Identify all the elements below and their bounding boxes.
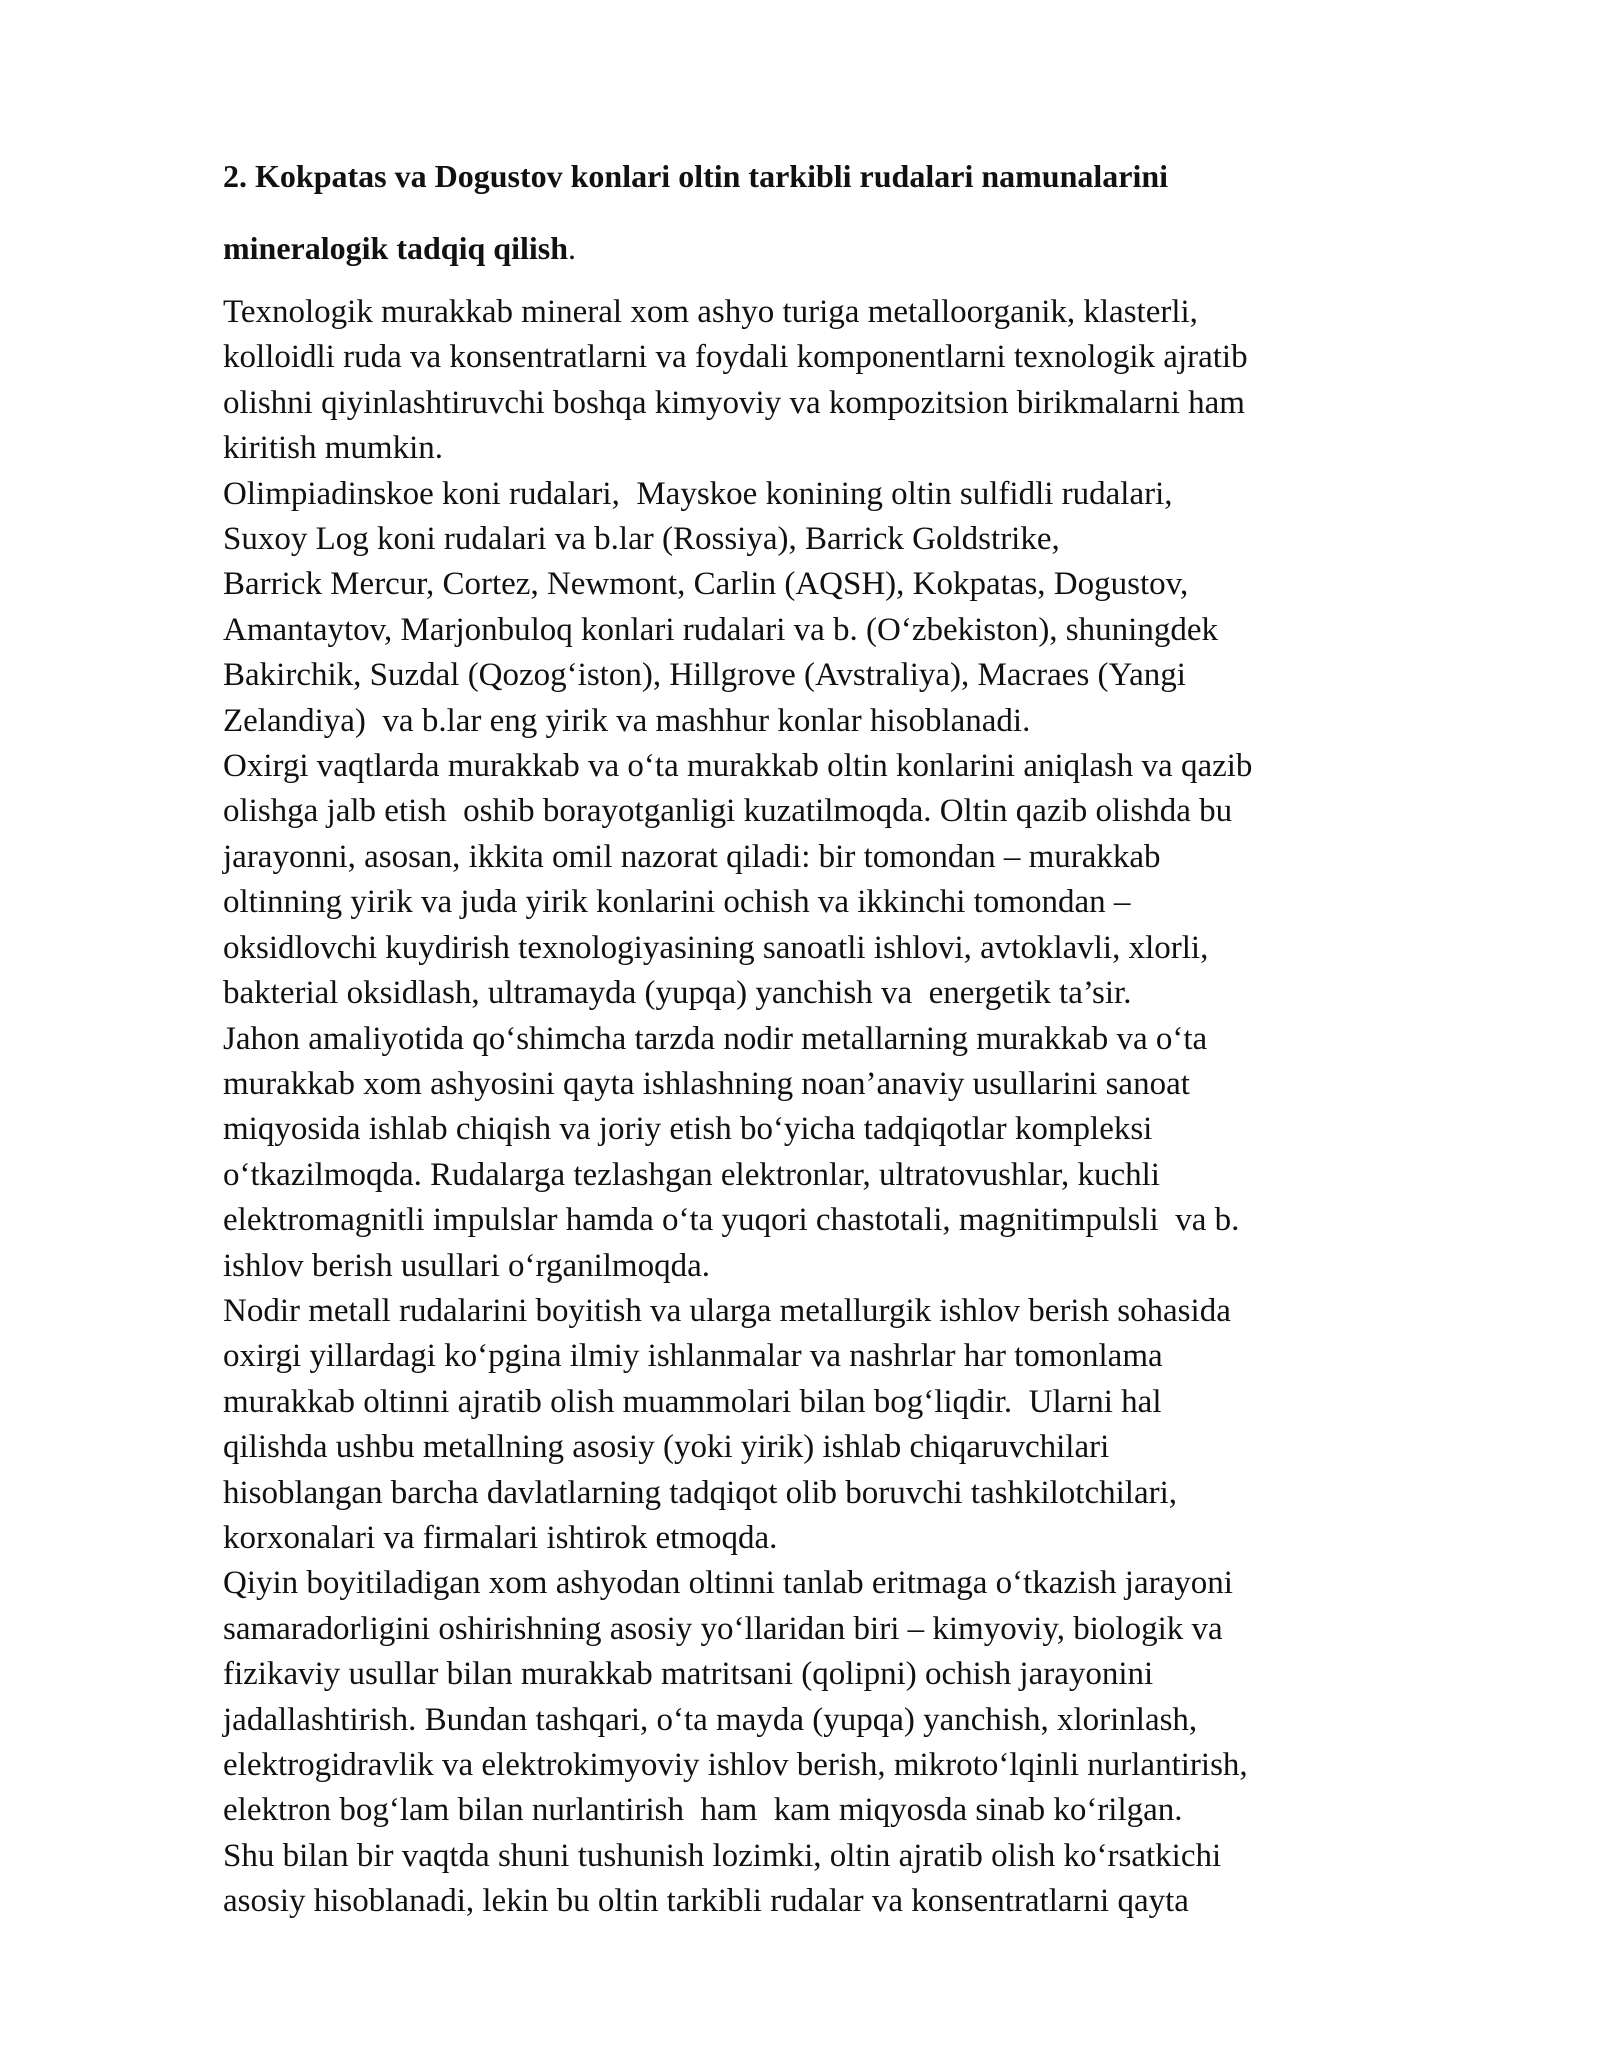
heading-period: .: [567, 230, 576, 266]
text-line: Jahon amaliyotida qo‘shimcha tarzda nodir metallarning murakkab va o‘ta: [223, 1020, 1208, 1057]
text-line: samaradorligini oshirishning asosiy yo‘llaridan biri – kimyoviy, biologik va: [223, 1610, 1223, 1647]
text-line: ishlov berish usullari o‘rganilmoqda.: [223, 1247, 710, 1284]
body-text: [223, 290, 1393, 1925]
text-line: jadallashtirish. Bundan tashqari, o‘ta mayda (yupqa) yanchish, xlorinlash,: [223, 1701, 1198, 1738]
text-line: Qiyin boyitiladigan xom ashyodan oltinni tanlab eritmaga o‘tkazish jarayoni: [223, 1565, 1233, 1602]
text-line: Texnologik murakkab mineral xom ashyo turiga metalloorganik, klasterli,: [223, 294, 1198, 330]
text-line: kolloidli ruda va konsentratlarni va foydali komponentlarni texnologik ajratib: [223, 339, 1248, 376]
paragraph: [223, 1289, 1393, 1561]
text-line: Oxirgi vaqtlarda murakkab va o‘ta murakkab oltin konlarini aniqlash va qazib: [223, 748, 1253, 785]
text-line: Amantaytov, Marjonbuloq konlari rudalari va b. (O‘zbekiston), shuningdek: [223, 611, 1218, 648]
text-line: jarayonni, asosan, ikkita omil nazorat qiladi: bir tomondan – murakkab: [223, 838, 1161, 875]
heading-line-1: 2. Kokpatas va Dogustov konlari oltin tarkibli rudalari namunalarini: [223, 158, 1169, 194]
text-line: o‘tkazilmoqda. Rudalarga tezlashgan elektronlar, ultratovushlar, kuchli: [223, 1156, 1160, 1193]
paragraph: [223, 744, 1393, 1016]
paragraph: [223, 290, 1393, 472]
text-line: asosiy hisoblanadi, lekin bu oltin tarkibli rudalar va konsentratlarni qayta: [223, 1883, 1189, 1920]
text-line: Shu bilan bir vaqtda shuni tushunish lozimki, oltin ajratib olish ko‘rsatkichi: [223, 1837, 1222, 1874]
text-line: oksidlovchi kuydirish texnologiyasining sanoatli ishlovi, avtoklavli, xlorli,: [223, 929, 1209, 966]
text-line: miqyosida ishlab chiqish va joriy etish bo‘yicha tadqiqotlar kompleksi: [223, 1111, 1153, 1148]
paragraph: [223, 1561, 1393, 1833]
text-line: oltinning yirik va juda yirik konlarini ochish va ikkinchi tomondan –: [223, 884, 1131, 921]
text-line: Zelandiya) va b.lar eng yirik va mashhur konlar hisoblanadi.: [223, 702, 1031, 739]
text-line: elektromagnitli impulslar hamda o‘ta yuqori chastotali, magnitimpulsli va b.: [223, 1202, 1240, 1239]
text-line: korxonalari va firmalari ishtirok etmoqda.: [223, 1519, 778, 1556]
text-line: oxirgi yillardagi ko‘pgina ilmiy ishlanmalar va nashrlar har tomonlama: [223, 1338, 1163, 1375]
text-line: elektron bog‘lam bilan nurlantirish ham kam miqyosda sinab ko‘rilgan.: [223, 1792, 1183, 1829]
paragraph: [223, 472, 1393, 744]
paragraph: [223, 1017, 1393, 1289]
heading-line-2: mineralogik tadqiq qilish: [223, 230, 568, 266]
text-line: hisoblangan barcha davlatlarning tadqiqot olib boruvchi tashkilotchilari,: [223, 1474, 1178, 1511]
text-line: Olimpiadinskoe koni rudalari, Mayskoe konining oltin sulfidli rudalari,: [223, 475, 1173, 512]
text-line: murakkab xom ashyosini qayta ishlashning noan’anaviy usullarini sanoat: [223, 1065, 1190, 1102]
section-heading: [223, 140, 1393, 284]
text-line: kiritish mumkin.: [223, 430, 444, 467]
text-line: olishga jalb etish oshib borayotganligi kuzatilmoqda. Oltin qazib olishda bu: [223, 793, 1233, 830]
text-line: qilishda ushbu metallning asosiy (yoki yirik) ishlab chiqaruvchilari: [223, 1429, 1110, 1466]
text-line: bakterial oksidlash, ultramayda (yupqa) yanchish va energetik ta’sir.: [223, 975, 1132, 1012]
text-line: fizikaviy usullar bilan murakkab matritsani (qolipni) ochish jarayonini: [223, 1656, 1154, 1693]
text-line: elektrogidravlik va elektrokimyoviy ishlov berish, mikroto‘lqinli nurlantirish,: [223, 1747, 1248, 1783]
text-line: Barrick Mercur, Cortez, Newmont, Carlin (AQSH), Kokpatas, Dogustov,: [223, 566, 1189, 603]
text-line: murakkab oltinni ajratib olish muammolari bilan bog‘liqdir. Ularni hal: [223, 1383, 1162, 1420]
text-line: Nodir metall rudalarini boyitish va ularga metallurgik ishlov berish sohasida: [223, 1292, 1231, 1329]
text-line: Suxoy Log koni rudalari va b.lar (Rossiya), Barrick Goldstrike,: [223, 521, 1060, 558]
paragraph: [223, 1834, 1393, 1925]
text-line: olishni qiyinlashtiruvchi boshqa kimyoviy va kompozitsion birikmalarni ham: [223, 384, 1245, 421]
heading-line-2-wrap: [223, 212, 1393, 284]
document-page: [223, 140, 1393, 1925]
text-line: Bakirchik, Suzdal (Qozog‘iston), Hillgrove (Avstraliya), Macraes (Yangi: [223, 657, 1186, 694]
